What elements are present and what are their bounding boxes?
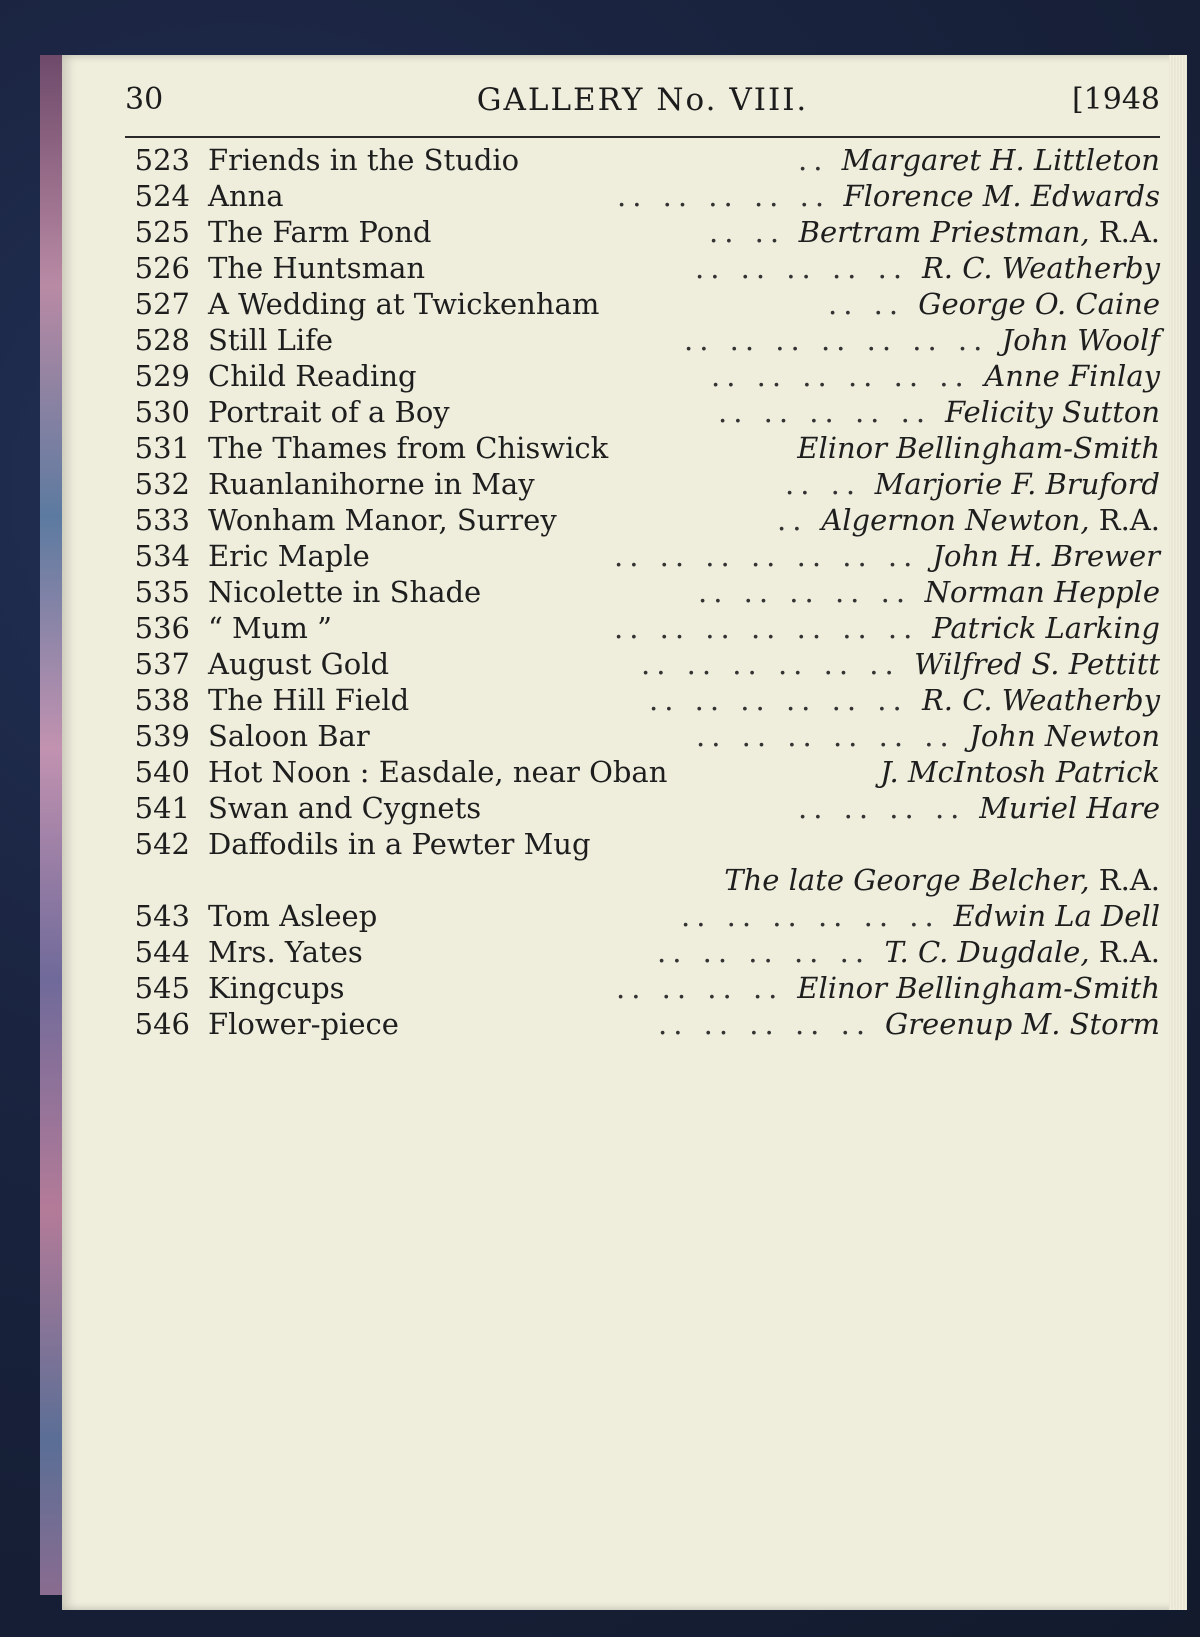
dot-leader: .. .. .. .. ..	[695, 251, 909, 285]
artist-name: J. McIntosh Patrick	[880, 755, 1160, 789]
dot-leader: ..	[798, 143, 829, 177]
entry-title: Mrs. Yates	[208, 935, 363, 969]
artist-name: Margaret H. Littleton	[841, 143, 1160, 177]
artist-name: R. C. Weatherby	[921, 683, 1160, 717]
dot-leader: .. ..	[785, 467, 862, 501]
entry-number: 535	[134, 575, 190, 609]
artist-name: Patrick Larking	[932, 611, 1160, 645]
dot-leader: .. .. .. .. .. ..	[696, 719, 955, 753]
dot-leader: .. .. .. .. .. ..	[681, 899, 940, 933]
list-item	[100, 1006, 1160, 1042]
artist-name: R. C. Weatherby	[921, 251, 1160, 285]
dot-leader: .. .. .. .. .. .. ..	[614, 539, 919, 573]
dot-leader: .. .. .. .. ..	[698, 575, 912, 609]
entry-artist	[885, 1006, 1160, 1042]
artist-name: John H. Brewer	[932, 539, 1160, 573]
entry-title: The Farm Pond	[208, 215, 432, 249]
dot-leader: .. .. .. .. .. .. ..	[684, 323, 989, 357]
dot-leader: .. .. .. .. ..	[617, 179, 831, 213]
entry-number: 545	[134, 971, 190, 1005]
entry-artist	[842, 142, 1160, 178]
entry-title: Saloon Bar	[208, 719, 370, 753]
list-item	[100, 682, 1160, 718]
year-label: [1948	[1071, 82, 1160, 117]
artist-name: Muriel Hare	[979, 791, 1160, 825]
entry-artist	[918, 286, 1160, 322]
entry-title: Hot Noon : Easdale, near Oban	[208, 755, 668, 789]
entry-title: “ Mum ”	[208, 611, 332, 645]
header-rule	[125, 136, 1160, 138]
entry-artist	[932, 538, 1160, 574]
entry-title: Anna	[208, 179, 284, 213]
list-item	[100, 502, 1160, 538]
entry-title: The Huntsman	[208, 251, 426, 285]
entry-title: The Hill Field	[208, 683, 410, 717]
list-item	[100, 790, 1160, 826]
dot-leader: .. ..	[709, 215, 786, 249]
entry-artist	[984, 358, 1160, 394]
dot-leader: .. ..	[828, 287, 905, 321]
artist-name: Bertram Priestman,	[798, 215, 1090, 249]
entry-artist	[914, 646, 1160, 682]
artist-name: Florence M. Edwards	[843, 179, 1160, 213]
entry-number: 542	[134, 827, 190, 861]
dot-leader: .. .. .. ..	[616, 971, 784, 1005]
entry-number: 527	[134, 287, 190, 321]
entry-title: Portrait of a Boy	[208, 395, 450, 429]
entry-artist	[979, 790, 1160, 826]
entry-number: 525	[134, 215, 190, 249]
entry-title: Friends in the Studio	[208, 143, 520, 177]
entry-number: 526	[134, 251, 190, 285]
entry-title: August Gold	[208, 647, 390, 681]
artist-name: John Woolf	[1001, 323, 1160, 357]
page-number: 30	[125, 82, 164, 117]
entry-list	[100, 142, 1160, 1042]
artist-name: Felicity Sutton	[944, 395, 1160, 429]
entry-title: Daffodils in a Pewter Mug	[208, 827, 591, 861]
entry-artist	[797, 970, 1160, 1006]
page-edges	[1169, 55, 1187, 1610]
artist-suffix: R.A.	[1098, 215, 1160, 249]
artist-name: T. C. Dugdale,	[884, 935, 1090, 969]
list-item	[100, 826, 1160, 862]
artist-suffix: R.A.	[1098, 935, 1160, 969]
list-item	[100, 646, 1160, 682]
entry-number: 529	[134, 359, 190, 393]
entry-title: Wonham Manor, Surrey	[208, 503, 557, 537]
entry-number: 541	[134, 791, 190, 825]
entry-artist	[922, 682, 1160, 718]
artist-suffix: R.A.	[1098, 503, 1160, 537]
entry-artist	[932, 610, 1160, 646]
entry-number: 537	[134, 647, 190, 681]
entry-title: Eric Maple	[208, 539, 370, 573]
entry-artist	[922, 250, 1160, 286]
list-item	[100, 358, 1160, 394]
dot-leader: ..	[777, 503, 808, 537]
entry-number: 531	[134, 431, 190, 465]
entry-title: Ruanlanihorne in May	[208, 467, 535, 501]
entry-title: Nicolette in Shade	[208, 575, 482, 609]
artist-name: John Newton	[969, 719, 1160, 753]
entry-title: The Thames from Chiswick	[208, 431, 609, 465]
entry-number: 534	[134, 539, 190, 573]
list-item	[100, 574, 1160, 610]
entry-artist	[724, 863, 1160, 897]
list-item	[100, 934, 1160, 970]
list-item	[100, 466, 1160, 502]
list-item	[100, 250, 1160, 286]
dot-leader: .. .. .. .. .. ..	[641, 647, 900, 681]
entry-title: Tom Asleep	[208, 899, 378, 933]
artist-name: Elinor Bellingham-Smith	[797, 971, 1160, 1005]
list-item	[100, 142, 1160, 178]
artist-name: Marjorie F. Bruford	[874, 467, 1160, 501]
artist-name: Elinor Bellingham-Smith	[797, 431, 1160, 465]
entry-artist	[875, 466, 1160, 502]
entry-title: Flower-piece	[208, 1007, 399, 1041]
list-item	[100, 214, 1160, 250]
dot-leader: .. .. .. .. ..	[718, 395, 932, 429]
dot-leader: .. .. .. .. .. ..	[711, 359, 970, 393]
dot-leader: .. .. .. .. .. ..	[649, 683, 908, 717]
artist-name: Anne Finlay	[984, 359, 1160, 393]
entry-number: 538	[134, 683, 190, 717]
entry-number: 539	[134, 719, 190, 753]
list-item	[100, 178, 1160, 214]
list-item	[100, 538, 1160, 574]
entry-number: 532	[134, 467, 190, 501]
dot-leader: .. .. .. ..	[798, 791, 966, 825]
entry-title: Still Life	[208, 323, 333, 357]
entry-title: Swan and Cygnets	[208, 791, 482, 825]
list-item	[100, 610, 1160, 646]
entry-artist	[844, 178, 1160, 214]
artist-name: George O. Caine	[918, 287, 1160, 321]
entry-artist	[884, 934, 1160, 970]
entry-title: A Wedding at Twickenham	[208, 287, 600, 321]
entry-artist	[821, 502, 1160, 538]
entry-title: Child Reading	[208, 359, 417, 393]
entry-artist	[954, 898, 1160, 934]
dot-leader: .. .. .. .. .. .. ..	[614, 611, 919, 645]
artist-name: The late George Belcher,	[724, 863, 1090, 897]
list-item	[100, 430, 1160, 466]
entry-number: 543	[134, 899, 190, 933]
entry-artist	[799, 214, 1160, 250]
entry-artist	[797, 430, 1160, 466]
dot-leader: .. .. .. .. ..	[658, 1007, 872, 1041]
list-item	[100, 970, 1160, 1006]
entry-number: 523	[134, 143, 190, 177]
list-item	[100, 322, 1160, 358]
entry-artist	[945, 394, 1160, 430]
list-item	[100, 898, 1160, 934]
artist-name: Norman Hepple	[924, 575, 1160, 609]
artist-suffix: R.A.	[1098, 863, 1160, 897]
entry-artist	[880, 754, 1160, 790]
entry-number: 528	[134, 323, 190, 357]
artist-name: Algernon Newton,	[821, 503, 1090, 537]
dot-leader: .. .. .. .. ..	[657, 935, 871, 969]
entry-artist	[1002, 322, 1160, 358]
list-item	[100, 718, 1160, 754]
entry-number: 524	[134, 179, 190, 213]
list-item	[100, 286, 1160, 322]
list-item	[100, 754, 1160, 790]
entry-number: 536	[134, 611, 190, 645]
list-item	[100, 862, 1160, 898]
entry-number: 533	[134, 503, 190, 537]
entry-artist	[969, 718, 1160, 754]
entry-title: Kingcups	[208, 971, 345, 1005]
artist-name: Edwin La Dell	[953, 899, 1160, 933]
page-header	[125, 82, 1160, 132]
entry-number: 544	[134, 935, 190, 969]
entry-artist	[925, 574, 1160, 610]
artist-name: Greenup M. Storm	[885, 1007, 1160, 1041]
list-item	[100, 394, 1160, 430]
artist-name: Wilfred S. Pettitt	[914, 647, 1160, 681]
entry-number: 530	[134, 395, 190, 429]
entry-number: 540	[134, 755, 190, 789]
entry-number: 546	[134, 1007, 190, 1041]
gallery-title: GALLERY No. VIII.	[476, 82, 809, 118]
